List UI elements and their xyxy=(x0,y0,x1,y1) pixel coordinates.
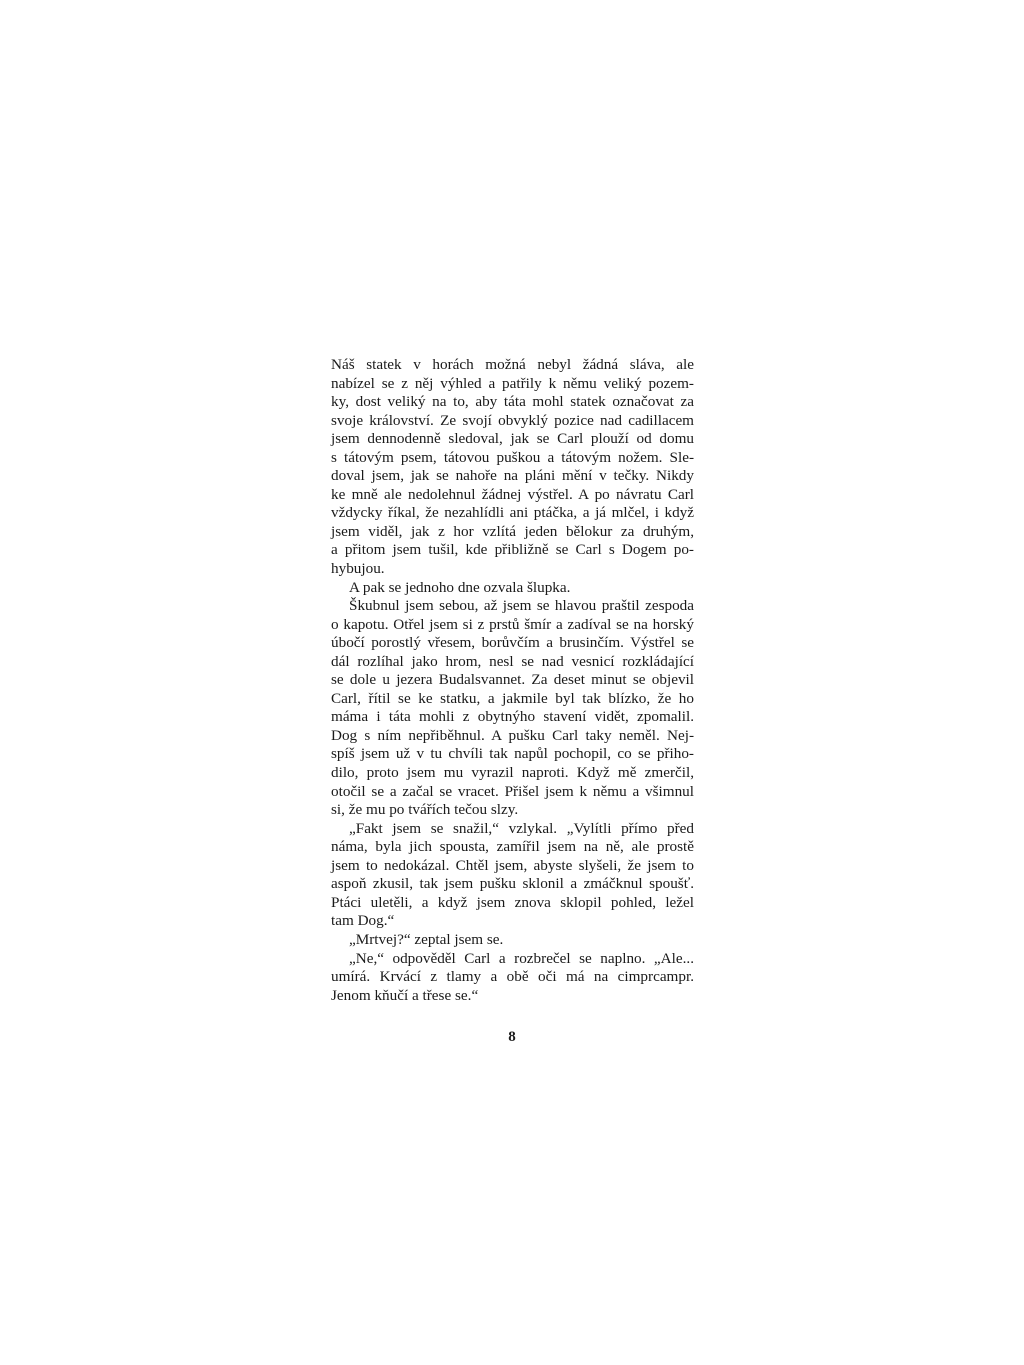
page-number: 8 xyxy=(508,1029,516,1045)
text-line: jsem dennodenně sledoval, jak se Carl plouží od domu xyxy=(331,430,694,448)
text-line: tam Dog.“ xyxy=(331,912,395,930)
text-line: jsem viděl, jak z hor vzlítá jeden bělokur za druhým, xyxy=(331,522,694,540)
paragraph xyxy=(331,931,694,950)
text-line: s tátovým psem, tátovou puškou a tátovým nožem. Sle- xyxy=(331,448,694,466)
paragraph xyxy=(331,579,694,598)
text-line: dilo, proto jsem mu vyrazil naproti. Když mě zmerčil, xyxy=(331,764,694,782)
text-line: „Fakt jsem se snažil,“ vzlykal. „Vylítli přímo před xyxy=(349,819,694,837)
text-line: náma, byla jich spousta, zamířil jsem na ně, ale prostě xyxy=(331,838,694,856)
text-line: a přitom jsem tušil, kde přibližně se Carl s Dogem po- xyxy=(331,541,694,559)
paragraph xyxy=(331,820,694,931)
text-line: ky, dost veliký na to, aby táta mohl statek označovat za xyxy=(331,393,694,411)
text-line: Dog s ním nepřiběhnul. A pušku Carl taky neměl. Nej- xyxy=(331,726,694,744)
text-line: hybujou. xyxy=(331,560,385,578)
text-line: jsem to nedokázal. Chtěl jsem, abyste slyšeli, že jsem to xyxy=(331,856,694,874)
paragraph xyxy=(331,597,694,820)
text-line: svoje království. Ze svojí obvyklý pozice nad cadillacem xyxy=(331,411,694,429)
paragraph xyxy=(331,356,694,579)
text-line: ke mně ale nedolehnul žádnej výstřel. A po návratu Carl xyxy=(331,485,694,503)
text-line: spíš jsem už v tu chvíli tak napůl pochopil, co se přiho- xyxy=(331,745,694,763)
text-line: dál rozlíhal jako hrom, nesl se nad vesnicí rozkládající xyxy=(331,652,694,670)
text-line: nabízel se z něj výhled a patřily k němu veliký pozem- xyxy=(331,374,694,392)
paragraph xyxy=(331,950,694,1006)
text-line: otočil se a začal se vracet. Přišel jsem k němu a všimnul xyxy=(331,782,694,800)
text-line: „Mrtvej?“ zeptal jsem se. xyxy=(349,930,504,948)
text-line: máma i táta mohli z obytnýho stavení vidět, zpomalil. xyxy=(331,708,694,726)
text-line: Jenom kňučí a třese se.“ xyxy=(331,986,479,1004)
text-line: Ptáci uletěli, a když jsem znova sklopil pohled, ležel xyxy=(331,893,694,911)
text-line: doval jsem, jak se nahoře na pláni mění v tečky. Nikdy xyxy=(331,467,694,485)
text-line: aspoň zkusil, tak jsem pušku sklonil a zmáčknul spoušť. xyxy=(331,875,694,893)
text-line: vždycky říkal, že nezahlídli ani ptáčka, a já mlčel, i když xyxy=(331,504,694,522)
text-line: o kapotu. Otřel jsem si z prstů šmír a zadíval se na horský xyxy=(331,615,694,633)
body-text xyxy=(331,356,694,1005)
text-line: si, že mu po tvářích tečou slzy. xyxy=(331,801,519,819)
text-line: „Ne,“ odpověděl Carl a rozbrečel se naplno. „Ale... xyxy=(349,949,694,967)
text-line: Carl, řítil se ke statku, a jakmile byl tak blízko, že ho xyxy=(331,689,694,707)
text-line: A pak se jednoho dne ozvala šlupka. xyxy=(349,578,571,596)
text-line: umírá. Krvácí z tlamy a obě oči má na cimprcampr. xyxy=(331,968,694,986)
text-line: se dole u jezera Budalsvannet. Za deset minut se objevil xyxy=(331,671,694,689)
text-line: Škubnul jsem sebou, až jsem se hlavou praštil zespoda xyxy=(349,597,694,615)
text-line: úbočí porostlý vřesem, borůvčím a brusinčím. Výstřel se xyxy=(331,634,694,652)
text-line: Náš statek v horách možná nebyl žádná sláva, ale xyxy=(331,356,694,373)
